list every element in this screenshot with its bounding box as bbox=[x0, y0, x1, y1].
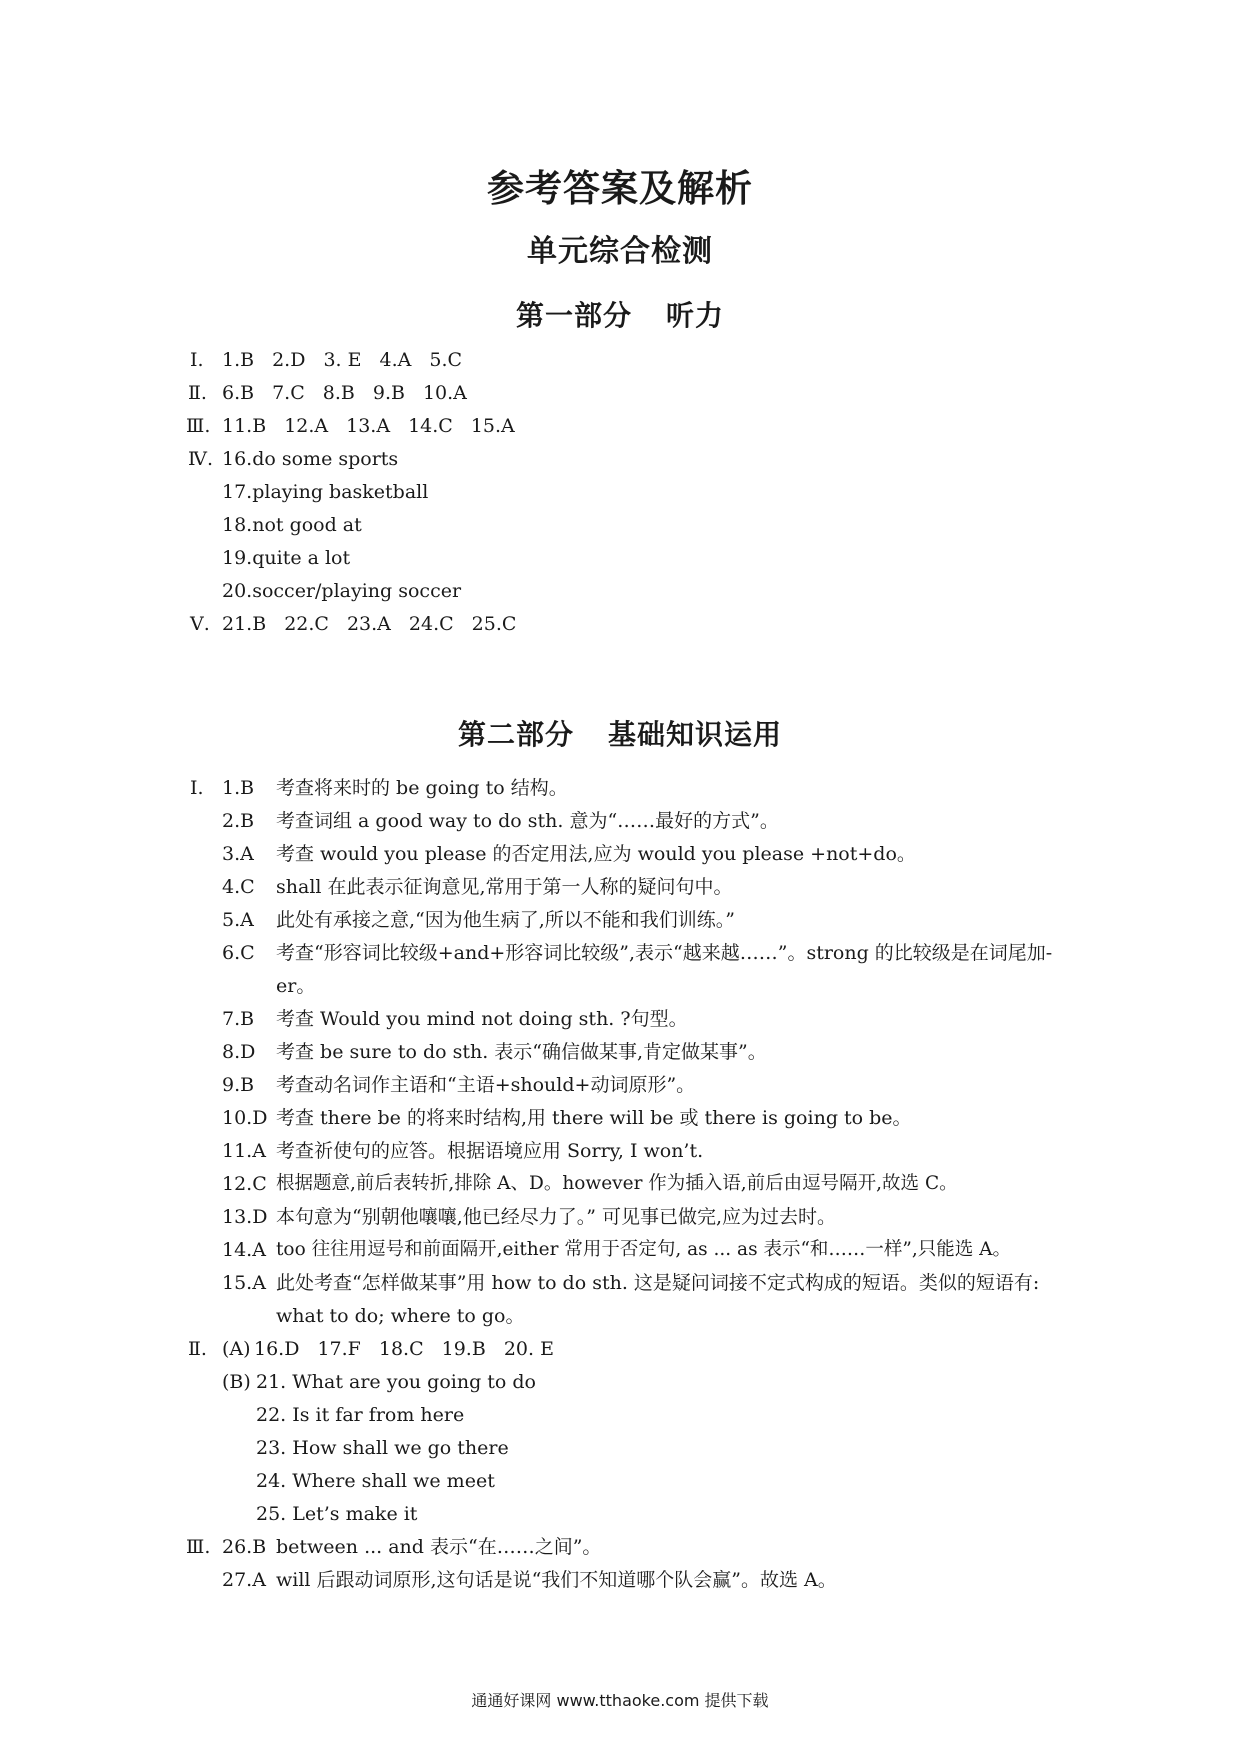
explanation-text: 考查 be sure to do sth. 表示“确信做某事,肯定做某事”。 bbox=[276, 1041, 767, 1063]
explanation-num: 5.A bbox=[222, 909, 254, 931]
answer: 10.A bbox=[422, 382, 467, 404]
answer: 20. E bbox=[503, 1338, 554, 1360]
explanation-text: too 往往用逗号和前面隔开,either 常用于否定句, as ... as 表示“和……一样”,只能选 A。 bbox=[276, 1239, 1011, 1260]
answer: 5.C bbox=[429, 349, 463, 371]
explanation-num: 13.D bbox=[222, 1206, 268, 1228]
part2-section-1-roman: Ⅰ. bbox=[190, 777, 204, 799]
answer: 13.A bbox=[346, 415, 391, 437]
answer: 23.A bbox=[346, 613, 391, 635]
explanation-num: 11.A bbox=[222, 1140, 266, 1162]
answer: 22.C bbox=[284, 613, 329, 635]
answer: 14.C bbox=[408, 415, 453, 437]
answer: 1.B bbox=[222, 349, 255, 371]
explanation-num: 8.D bbox=[222, 1041, 256, 1063]
fill-answer: 19.quite a lot bbox=[222, 547, 351, 569]
answer: 17.F bbox=[317, 1338, 361, 1360]
answer: 19.B bbox=[441, 1338, 486, 1360]
section-roman: Ⅱ. bbox=[188, 382, 207, 404]
answer: 11.B bbox=[222, 415, 267, 437]
answer: 2.D bbox=[272, 349, 306, 371]
explanation-text: 此处有承接之意,“因为他生病了,所以不能和我们训练。” bbox=[276, 909, 736, 931]
explanation-text: 考查 there be 的将来时结构,用 there will be 或 there is going to be。 bbox=[276, 1107, 912, 1129]
subsection-label: (A) bbox=[222, 1338, 251, 1360]
part1-heading-topic: 听力 bbox=[666, 299, 725, 332]
page-footer: 通通好课网 www.tthaoke.com 提供下载 bbox=[471, 1691, 769, 1710]
explanation-num: 7.B bbox=[222, 1008, 255, 1030]
explanation-num: 6.C bbox=[222, 942, 255, 964]
explanation-text: 考查祈使句的应答。根据语境应用 Sorry, I won’t. bbox=[276, 1140, 704, 1162]
part1-section-5 bbox=[190, 612, 534, 636]
explanation-text: 考查 would you please 的否定用法,应为 would you please +not+do。 bbox=[276, 843, 916, 865]
fill-answer: 23. How shall we go there bbox=[256, 1437, 509, 1459]
answer: 25.C bbox=[471, 613, 517, 635]
part1-section-2 bbox=[188, 381, 485, 405]
fill-answer: 17.playing basketball bbox=[222, 481, 429, 503]
answer: 21.B bbox=[222, 613, 267, 635]
part2-section-3-roman: Ⅲ. bbox=[186, 1536, 211, 1558]
answer: 18.C bbox=[378, 1338, 424, 1360]
explanation-num: 26.B bbox=[222, 1536, 267, 1558]
answer: 12.A bbox=[284, 415, 329, 437]
explanation-text: 考查“形容词比较级+and+形容词比较级”,表示“越来越……”。strong 的比较级是在词尾加-er。 bbox=[276, 942, 1053, 997]
explanation-text: will 后跟动词原形,这句话是说“我们不知道哪个队会赢”。故选 A。 bbox=[276, 1569, 837, 1591]
section-roman: Ⅲ. bbox=[186, 415, 211, 437]
explanation-text: between ... and 表示“在……之间”。 bbox=[276, 1536, 602, 1558]
part2-section-2b bbox=[222, 1370, 536, 1394]
explanation-text: 考查动名词作主语和“主语+should+动词原形”。 bbox=[276, 1074, 696, 1096]
answer: 6.B bbox=[222, 382, 255, 404]
fill-answer: 25. Let’s make it bbox=[256, 1503, 418, 1525]
explanation-num: 27.A bbox=[222, 1569, 266, 1591]
explanation-text: 考查将来时的 be going to 结构。 bbox=[276, 777, 568, 799]
explanation-num: 14.A bbox=[222, 1239, 266, 1261]
explanation-num: 3.A bbox=[222, 843, 254, 865]
fill-answer: 20.soccer/playing soccer bbox=[222, 580, 462, 602]
explanation-text: 考查词组 a good way to do sth. 意为“……最好的方式”。 bbox=[276, 810, 779, 832]
answer: 9.B bbox=[372, 382, 405, 404]
explanation-text: 根据题意,前后表转折,排除 A、D。however 作为插入语,前后由逗号隔开,故选 C。 bbox=[276, 1173, 958, 1194]
explanation-num: 4.C bbox=[222, 876, 255, 898]
answer: 3. E bbox=[323, 349, 362, 371]
explanation-num: 1.B bbox=[222, 777, 255, 799]
part2-heading-label: 第二部分 bbox=[457, 718, 574, 751]
part1-section-4 bbox=[188, 447, 398, 471]
part1-section-1 bbox=[190, 348, 480, 372]
fill-answer: 18.not good at bbox=[222, 514, 362, 536]
explanation-text: 本句意为“别朝他嚷嚷,他已经尽力了。” 可见事已做完,应为过去时。 bbox=[276, 1206, 837, 1228]
part1-heading-label: 第一部分 bbox=[515, 299, 632, 332]
fill-answer: 16.do some sports bbox=[222, 448, 399, 470]
page-subtitle: 单元综合检测 bbox=[527, 234, 713, 269]
answer: 8.B bbox=[322, 382, 355, 404]
answer: 7.C bbox=[272, 382, 305, 404]
fill-answer: 21. What are you going to do bbox=[256, 1371, 536, 1393]
part2-heading bbox=[0, 713, 1240, 753]
section-roman: Ⅳ. bbox=[188, 448, 214, 470]
explanation-text: shall 在此表示征询意见,常用于第一人称的疑问句中。 bbox=[276, 876, 733, 898]
explanation-text: 此处考查“怎样做某事”用 how to do sth. 这是疑问词接不定式构成的短语。类似的短语有: what to do; where to go。 bbox=[276, 1272, 1040, 1327]
explanation-num: 10.D bbox=[222, 1107, 268, 1129]
explanation-text: 考查 Would you mind not doing sth. ?句型。 bbox=[276, 1008, 688, 1030]
explanation-num: 9.B bbox=[222, 1074, 255, 1096]
section-roman: Ⅱ. bbox=[188, 1338, 207, 1360]
subsection-label: (B) bbox=[222, 1371, 251, 1393]
section-roman: Ⅴ. bbox=[190, 613, 210, 635]
explanation-num: 12.C bbox=[222, 1173, 267, 1195]
answer: 4.A bbox=[379, 349, 412, 371]
fill-answer: 22. Is it far from here bbox=[256, 1404, 465, 1426]
page-title: 参考答案及解析 bbox=[487, 167, 753, 210]
answer: 15.A bbox=[470, 415, 515, 437]
part2-heading-topic: 基础知识运用 bbox=[608, 718, 783, 751]
part1-heading bbox=[0, 294, 1240, 334]
part1-section-3 bbox=[186, 414, 533, 438]
fill-answer: 24. Where shall we meet bbox=[256, 1470, 495, 1492]
explanation-num: 2.B bbox=[222, 810, 255, 832]
explanation-num: 15.A bbox=[222, 1272, 266, 1294]
part2-section-2 bbox=[188, 1337, 572, 1361]
section-roman: Ⅰ. bbox=[190, 349, 204, 371]
answer: 16.D bbox=[254, 1338, 300, 1360]
answer: 24.C bbox=[408, 613, 454, 635]
